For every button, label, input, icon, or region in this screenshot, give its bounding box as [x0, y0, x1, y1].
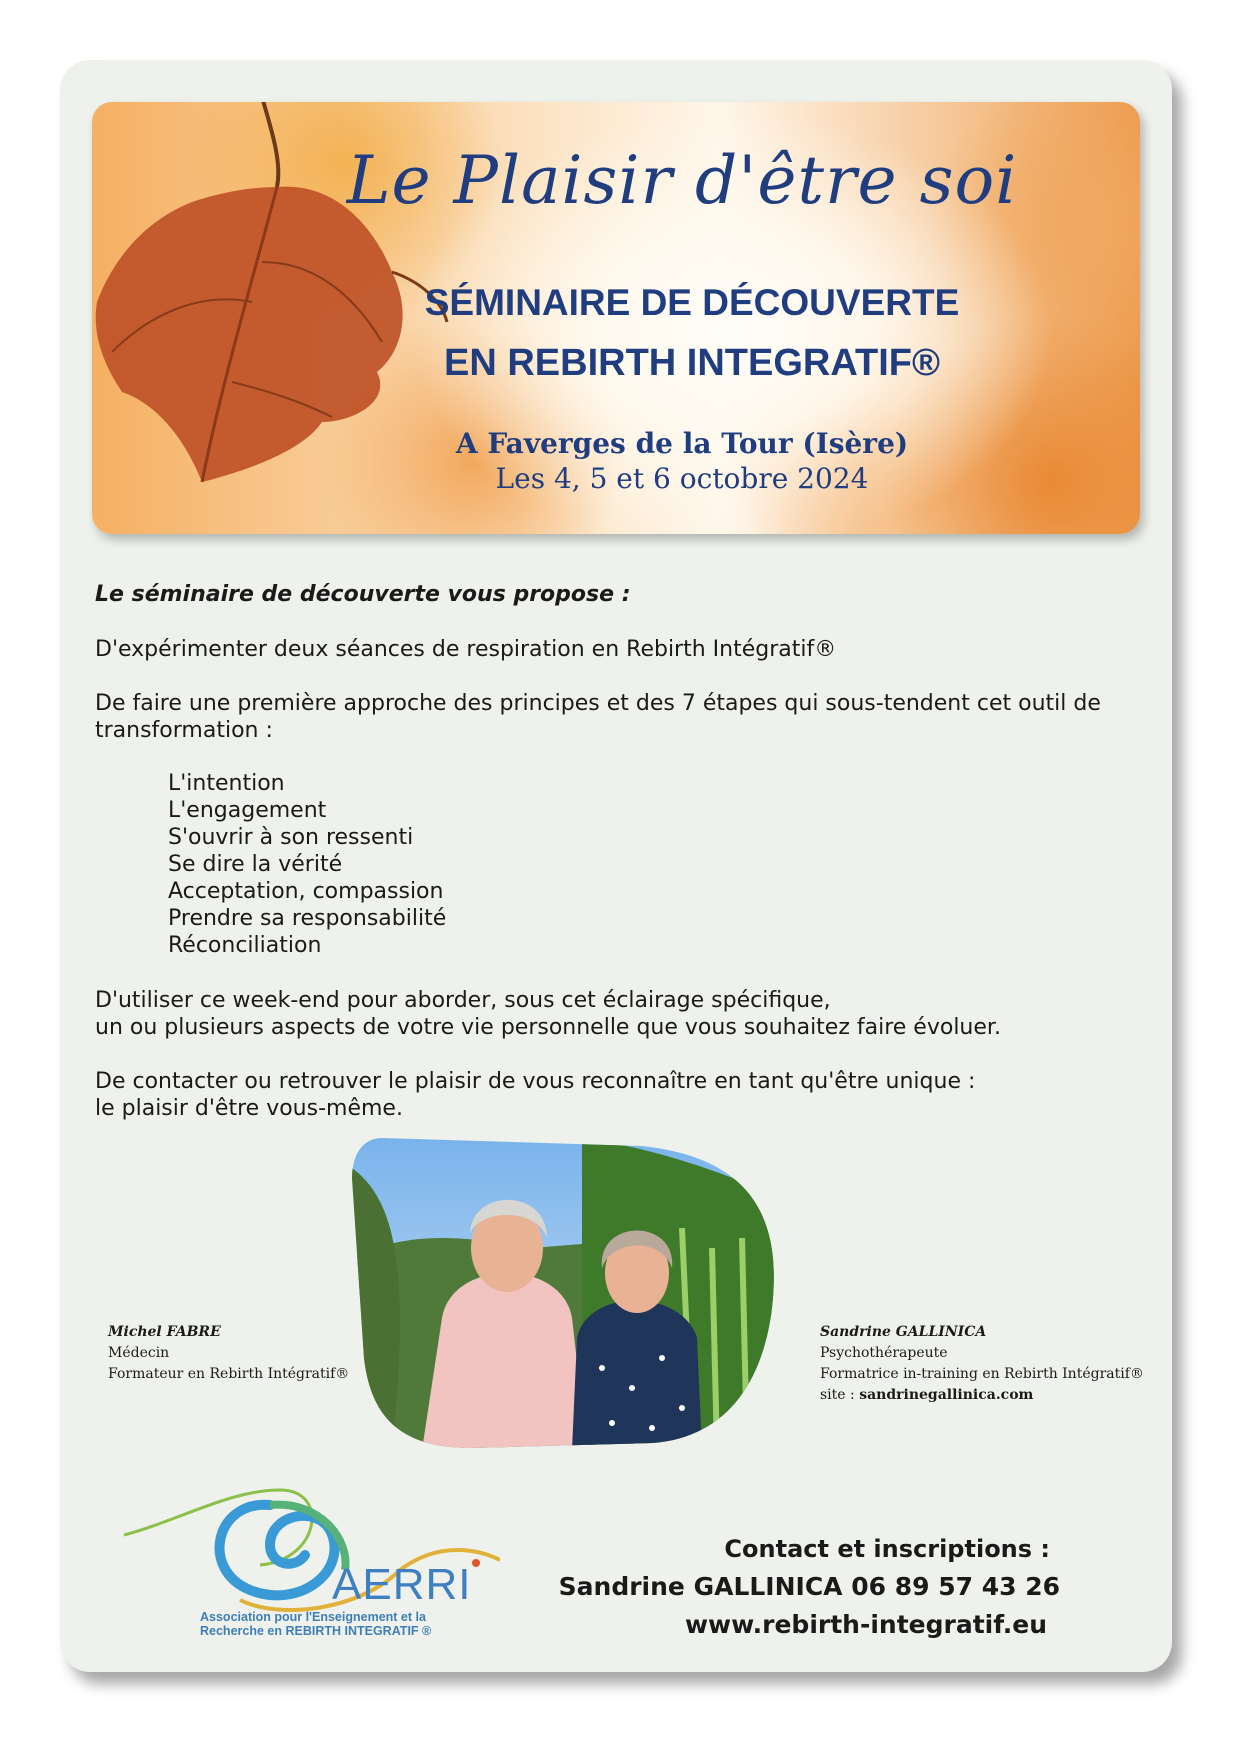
person-right — [820, 1322, 1144, 1406]
list-item: Réconciliation — [168, 933, 322, 958]
list-item: S'ouvrir à son ressenti — [168, 825, 414, 850]
person-right-title: Formatrice in-training en Rebirth Intégratif® — [820, 1366, 1144, 1382]
paragraph-1: D'expérimenter deux séances de respiration en Rebirth Intégratif® — [95, 637, 837, 662]
person-left-title: Formateur en Rebirth Intégratif® — [108, 1366, 350, 1382]
list-item: Acceptation, compassion — [168, 879, 444, 904]
list-item: L'engagement — [168, 798, 327, 823]
person-left-name: Michel FABRE — [108, 1324, 221, 1340]
banner-dates: Les 4, 5 et 6 octobre 2024 — [495, 462, 869, 495]
paragraph-3-line1: D'utiliser ce week-end pour aborder, sous cet éclairage spécifique, — [95, 988, 831, 1013]
paragraph-4-line1: De contacter ou retrouver le plaisir de vous reconnaître en tant qu'être unique : — [95, 1069, 976, 1094]
paragraph-2 — [95, 690, 1135, 744]
banner-subtitle-line1: SÉMINAIRE DE DÉCOUVERTE — [424, 282, 960, 323]
paragraph-2-line1: De faire une première approche des principes et des 7 étapes qui sous-tendent cet outil de — [95, 691, 1101, 716]
person-left — [108, 1322, 349, 1385]
contact-heading: Contact et inscriptions : — [724, 1535, 1050, 1563]
banner-location: A Faverges de la Tour (Isère) — [455, 427, 909, 460]
paragraph-4 — [95, 1068, 1135, 1122]
list-item: Se dire la vérité — [168, 852, 343, 877]
paragraph-3 — [95, 987, 1135, 1041]
person-left-role: Médecin — [108, 1345, 170, 1361]
paragraph-2-line2: transformation : — [95, 718, 273, 743]
aerri-logo-caption — [200, 1610, 500, 1638]
site-label: site : — [820, 1387, 855, 1403]
header-banner — [92, 102, 1140, 534]
contact-person-phone[interactable]: Sandrine GALLINICA 06 89 57 43 26 — [558, 1572, 1060, 1601]
person-right-name: Sandrine GALLINICA — [820, 1324, 987, 1340]
logo-caption-line1: Association pour l'Enseignement et la — [200, 1610, 426, 1624]
banner-subtitle-line2: EN REBIRTH INTEGRATIF® — [444, 342, 940, 384]
logo-caption-line2: Recherche en REBIRTH INTEGRATIF ® — [200, 1624, 432, 1638]
list-item: L'intention — [168, 771, 285, 796]
paragraph-3-line2: un ou plusieurs aspects de votre vie personnelle que vous souhaitez faire évoluer. — [95, 1015, 1001, 1040]
founders-photo — [352, 1138, 782, 1450]
list-item: Prendre sa responsabilité — [168, 906, 447, 931]
steps-list — [168, 770, 446, 959]
paragraph-4-line2: le plaisir d'être vous-même. — [95, 1096, 403, 1121]
site-link[interactable]: sandrinegallinica.com — [859, 1387, 1034, 1403]
intro-heading: Le séminaire de découverte vous propose : — [95, 582, 631, 607]
person-right-site — [820, 1385, 1144, 1406]
contact-website-link[interactable]: www.rebirth-integratif.eu — [684, 1610, 1047, 1639]
person-right-role: Psychothérapeute — [820, 1345, 948, 1361]
banner-title: Le Plaisir d'être soi — [346, 142, 1018, 219]
aerri-logo-name: AERRI — [332, 1560, 472, 1609]
